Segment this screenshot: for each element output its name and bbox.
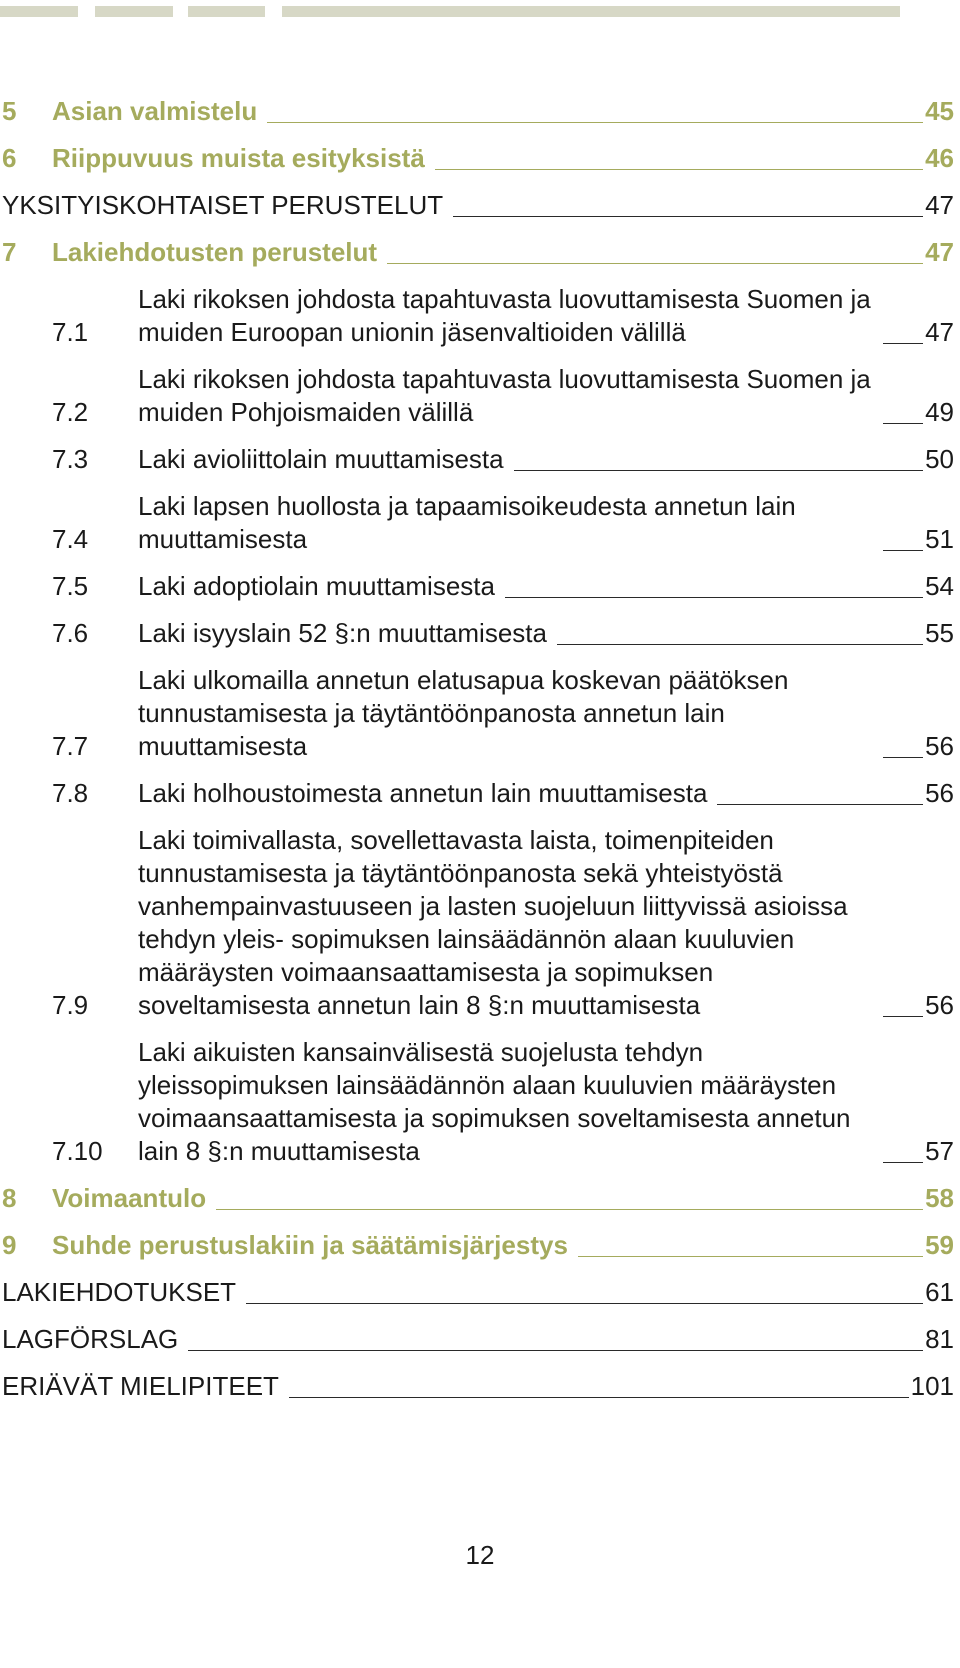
toc-entry[interactable]: [2, 664, 954, 763]
toc-entry[interactable]: [2, 142, 954, 175]
toc-entry-title: LAGFÖRSLAG: [2, 1324, 179, 1354]
toc-entry[interactable]: [2, 236, 954, 269]
toc-leader-line: [883, 1162, 923, 1163]
toc-entry-page: 49: [925, 397, 954, 427]
toc-entry-number: 7.1: [52, 317, 89, 347]
toc-entry-page: 59: [925, 1230, 954, 1260]
toc-entry[interactable]: [2, 189, 954, 222]
toc-entry-title: Riippuvuus muista esityksistä: [52, 143, 425, 173]
toc-leader-line: [557, 644, 923, 645]
toc-entry[interactable]: [2, 283, 954, 349]
toc-entry-number: 7.6: [52, 618, 89, 648]
toc-entry-title: Laki adoptiolain muuttamisesta: [138, 571, 495, 601]
toc-entry[interactable]: [2, 363, 954, 429]
toc-entry-page: 61: [925, 1277, 954, 1307]
header-bar-segment: [282, 6, 900, 17]
toc-entry-page: 58: [925, 1183, 954, 1213]
toc-entry-title: Laki aikuisten kansainvälisestä suojelusta tehdyn yleissopimuksen lainsäädännön alaan kuuluvien määräysten voimaansaattamisesta ja sopimuksen soveltamisesta annetun lain 8 §:n muuttamisesta: [138, 1037, 851, 1166]
toc-entry-title: Laki holhoustoimesta annetun lain muuttamisesta: [138, 778, 708, 808]
toc-entry-page: 51: [925, 524, 954, 554]
toc-entry-title: Suhde perustuslakiin ja säätämisjärjestys: [52, 1230, 568, 1260]
toc-entry[interactable]: [2, 490, 954, 556]
toc-entry-number: 5: [2, 96, 17, 126]
toc-entry-title: LAKIEHDOTUKSET: [2, 1277, 237, 1307]
toc-leader-line: [505, 597, 923, 598]
toc-leader-line: [883, 343, 923, 344]
toc-entry-title: ERIÄVÄT MIELIPITEET: [2, 1371, 279, 1401]
toc-entry-number: 6: [2, 143, 17, 173]
toc-entry-page: 45: [925, 96, 954, 126]
toc-entry-page: 50: [925, 444, 954, 474]
toc-leader-line: [883, 550, 923, 551]
toc-leader-line: [883, 757, 923, 758]
toc-leader-line: [578, 1256, 923, 1257]
toc-entry-number: 7.4: [52, 524, 89, 554]
toc-entry-number: 8: [2, 1183, 17, 1213]
toc-entry-title: Asian valmistelu: [52, 96, 258, 126]
toc-entry[interactable]: [2, 1229, 954, 1262]
toc-entry-page: 55: [925, 618, 954, 648]
toc-leader-line: [883, 423, 923, 424]
toc-entry[interactable]: [2, 1182, 954, 1215]
toc-entry-page: 57: [925, 1136, 954, 1166]
toc-entry-page: 56: [925, 731, 954, 761]
toc-entry-title: Voimaantulo: [52, 1183, 207, 1213]
toc-entry[interactable]: [2, 777, 954, 810]
toc-entry[interactable]: [2, 1323, 954, 1356]
toc-leader-line: [514, 470, 923, 471]
toc-leader-line: [188, 1350, 923, 1351]
toc-entry-number: 7.10: [52, 1136, 103, 1166]
toc-entry-title: Laki lapsen huollosta ja tapaamisoikeudesta annetun lain muuttamisesta: [138, 491, 796, 554]
toc-entry-page: 81: [925, 1324, 954, 1354]
toc-entry-number: 7.8: [52, 778, 89, 808]
toc-entry-number: 7.7: [52, 731, 89, 761]
toc-entry-number: 7: [2, 237, 17, 267]
toc-entry[interactable]: [2, 570, 954, 603]
toc-entry-page: 47: [925, 317, 954, 347]
toc-entry-page: 47: [925, 190, 954, 220]
toc-entry[interactable]: [2, 1036, 954, 1168]
toc-entry-title: Laki isyyslain 52 §:n muuttamisesta: [138, 618, 547, 648]
toc-leader-line: [267, 122, 923, 123]
toc-entry-number: 7.3: [52, 444, 89, 474]
table-of-contents: [2, 95, 954, 1417]
toc-entry-number: 9: [2, 1230, 17, 1260]
toc-entry-title: Laki rikoksen johdosta tapahtuvasta luovuttamisesta Suomen ja muiden Euroopan unionin jäsenvaltioiden välillä: [138, 284, 871, 347]
toc-entry-page: 46: [925, 143, 954, 173]
toc-entry-page: 47: [925, 237, 954, 267]
toc-entry-page: 56: [925, 778, 954, 808]
header-bar-segment: [95, 6, 173, 17]
toc-entry-title: Laki toimivallasta, sovellettavasta laista, toimenpiteiden tunnustamisesta ja täytäntöönpanosta sekä yhteistyöstä vanhempainvastuuseen ja lasten suojeluun liittyvissä asioissa tehdyn yleis- sopimuksen lainsäädännön alaan kuuluvien määräysten voimaansaattamisesta ja sopimuksen soveltamisesta annetun lain 8 §:n muuttamisesta: [138, 825, 848, 1020]
header-bar-segment: [0, 6, 78, 17]
toc-entry-number: 7.9: [52, 990, 89, 1020]
toc-entry-number: 7.5: [52, 571, 89, 601]
toc-leader-line: [435, 169, 923, 170]
toc-entry-page: 54: [925, 571, 954, 601]
toc-entry[interactable]: [2, 1276, 954, 1309]
toc-entry[interactable]: [2, 1370, 954, 1403]
toc-entry-title: Laki avioliittolain muuttamisesta: [138, 444, 504, 474]
toc-entry-page: 101: [910, 1371, 954, 1401]
toc-entry-title: Lakiehdotusten perustelut: [52, 237, 378, 267]
page-number: 12: [465, 1540, 495, 1570]
toc-leader-line: [387, 263, 923, 264]
toc-entry[interactable]: [2, 95, 954, 128]
toc-leader-line: [717, 804, 923, 805]
toc-entry[interactable]: [2, 824, 954, 1022]
toc-leader-line: [216, 1209, 923, 1210]
toc-leader-line: [289, 1397, 909, 1398]
toc-entry[interactable]: [2, 617, 954, 650]
header-bar-segment: [188, 6, 265, 17]
toc-leader-line: [883, 1016, 923, 1017]
toc-entry-title: Laki rikoksen johdosta tapahtuvasta luovuttamisesta Suomen ja muiden Pohjoismaiden välillä: [138, 364, 871, 427]
toc-entry-page: 56: [925, 990, 954, 1020]
toc-entry-title: YKSITYISKOHTAISET PERUSTELUT: [2, 190, 444, 220]
header-decoration: [0, 6, 960, 17]
toc-entry[interactable]: [2, 443, 954, 476]
toc-entry-number: 7.2: [52, 397, 89, 427]
toc-leader-line: [246, 1303, 923, 1304]
toc-entry-title: Laki ulkomailla annetun elatusapua koskevan päätöksen tunnustamisesta ja täytäntöönpanosta annetun lain muuttamisesta: [138, 665, 789, 761]
toc-leader-line: [453, 216, 923, 217]
